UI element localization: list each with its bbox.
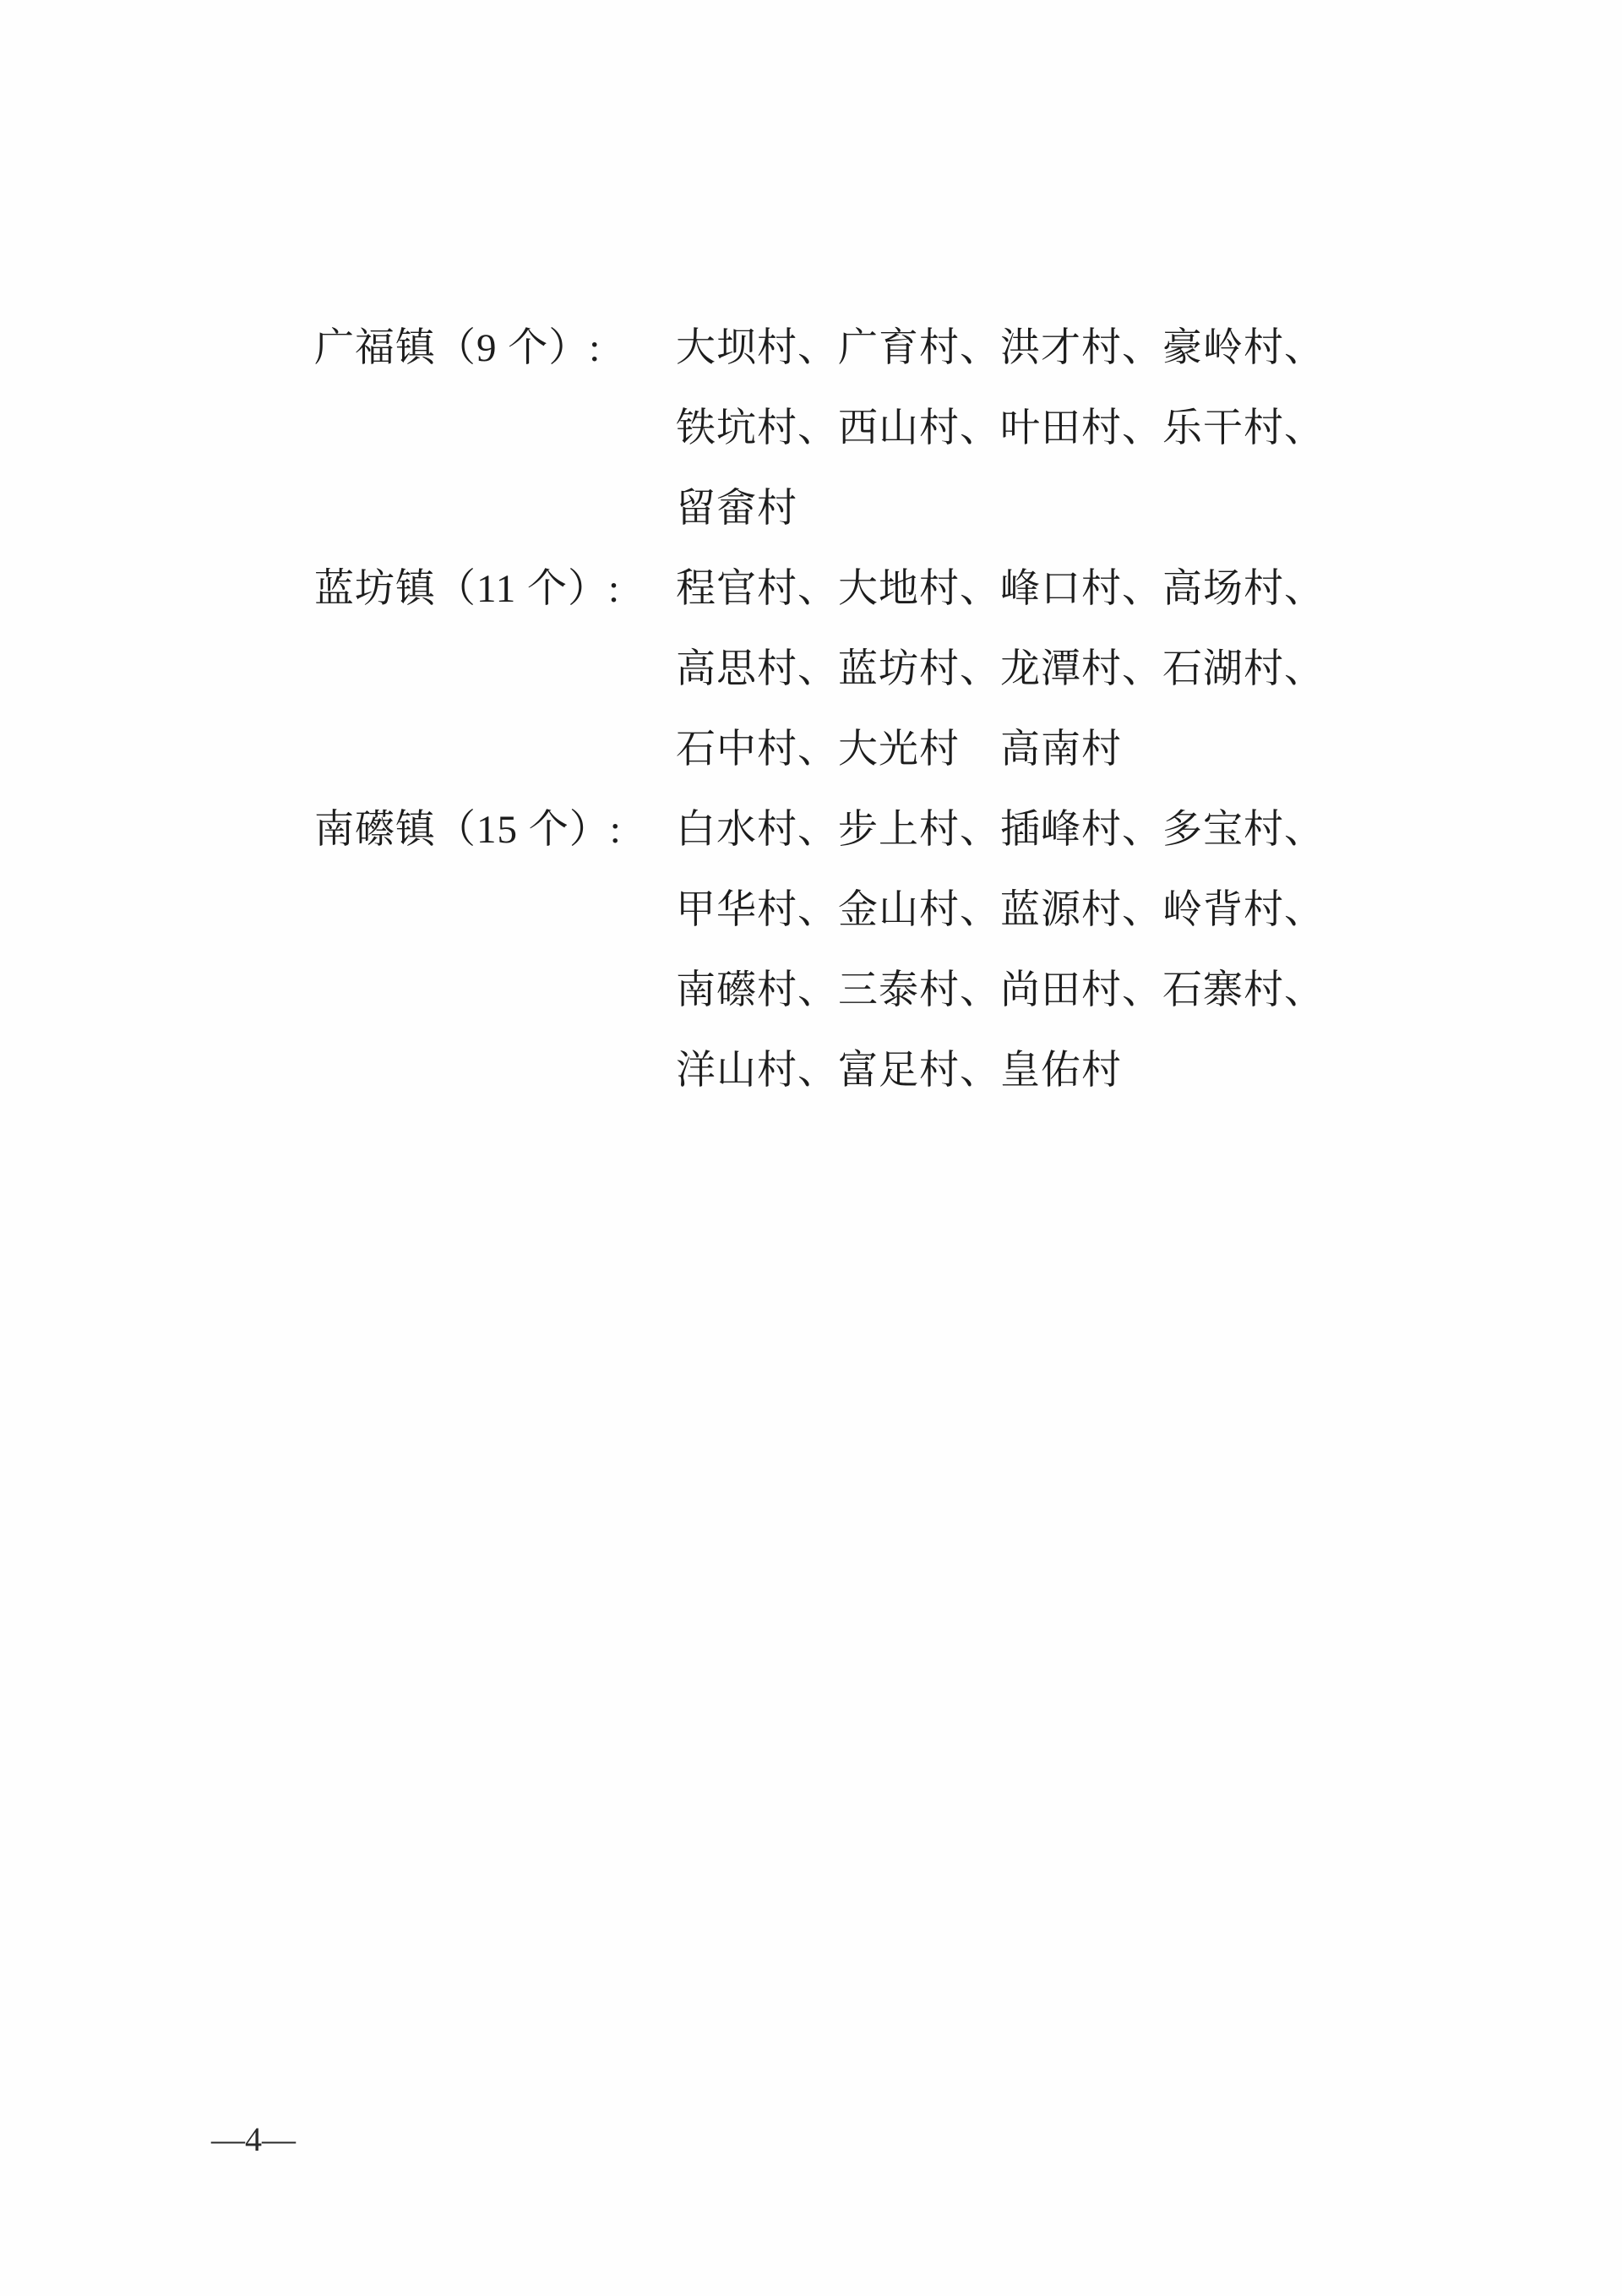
page-number: —4—	[211, 2120, 296, 2158]
town-group-guangfu	[314, 308, 1362, 549]
village-line: 白水村、步上村、插峰村、多宝村、	[676, 808, 1325, 852]
town-label: 南礤镇（15 个）:	[314, 808, 622, 852]
town-group-lanfang	[314, 549, 1362, 790]
town-label: 广福镇（9 个）:	[314, 326, 601, 370]
village-listing	[314, 308, 1362, 1111]
village-lines	[676, 308, 1362, 549]
village-line: 高思村、蓝坊村、龙潭村、石湖村、	[676, 647, 1325, 691]
village-line: 洋山村、富足村、皇佑村	[676, 1049, 1122, 1093]
village-lines	[676, 790, 1362, 1111]
village-line: 石中村、大光村 高南村	[676, 728, 1122, 772]
village-lines	[676, 549, 1362, 790]
town-group-nanca	[314, 790, 1362, 1111]
village-line: 大坝村、广育村、洪才村、豪岭村、	[676, 326, 1325, 370]
village-line: 南礤村、三泰村、尚田村、石寨村、	[676, 968, 1325, 1012]
village-line: 甲华村、金山村、蓝源村、岭背村、	[676, 888, 1325, 932]
village-line: 铁坑村、西山村、叶田村、乐干村、	[676, 406, 1325, 450]
village-line: 留畲村	[676, 487, 797, 531]
town-label: 蓝坊镇（11 个）:	[314, 567, 621, 611]
village-line: 程官村、大地村、峰口村、高场村、	[676, 567, 1325, 611]
